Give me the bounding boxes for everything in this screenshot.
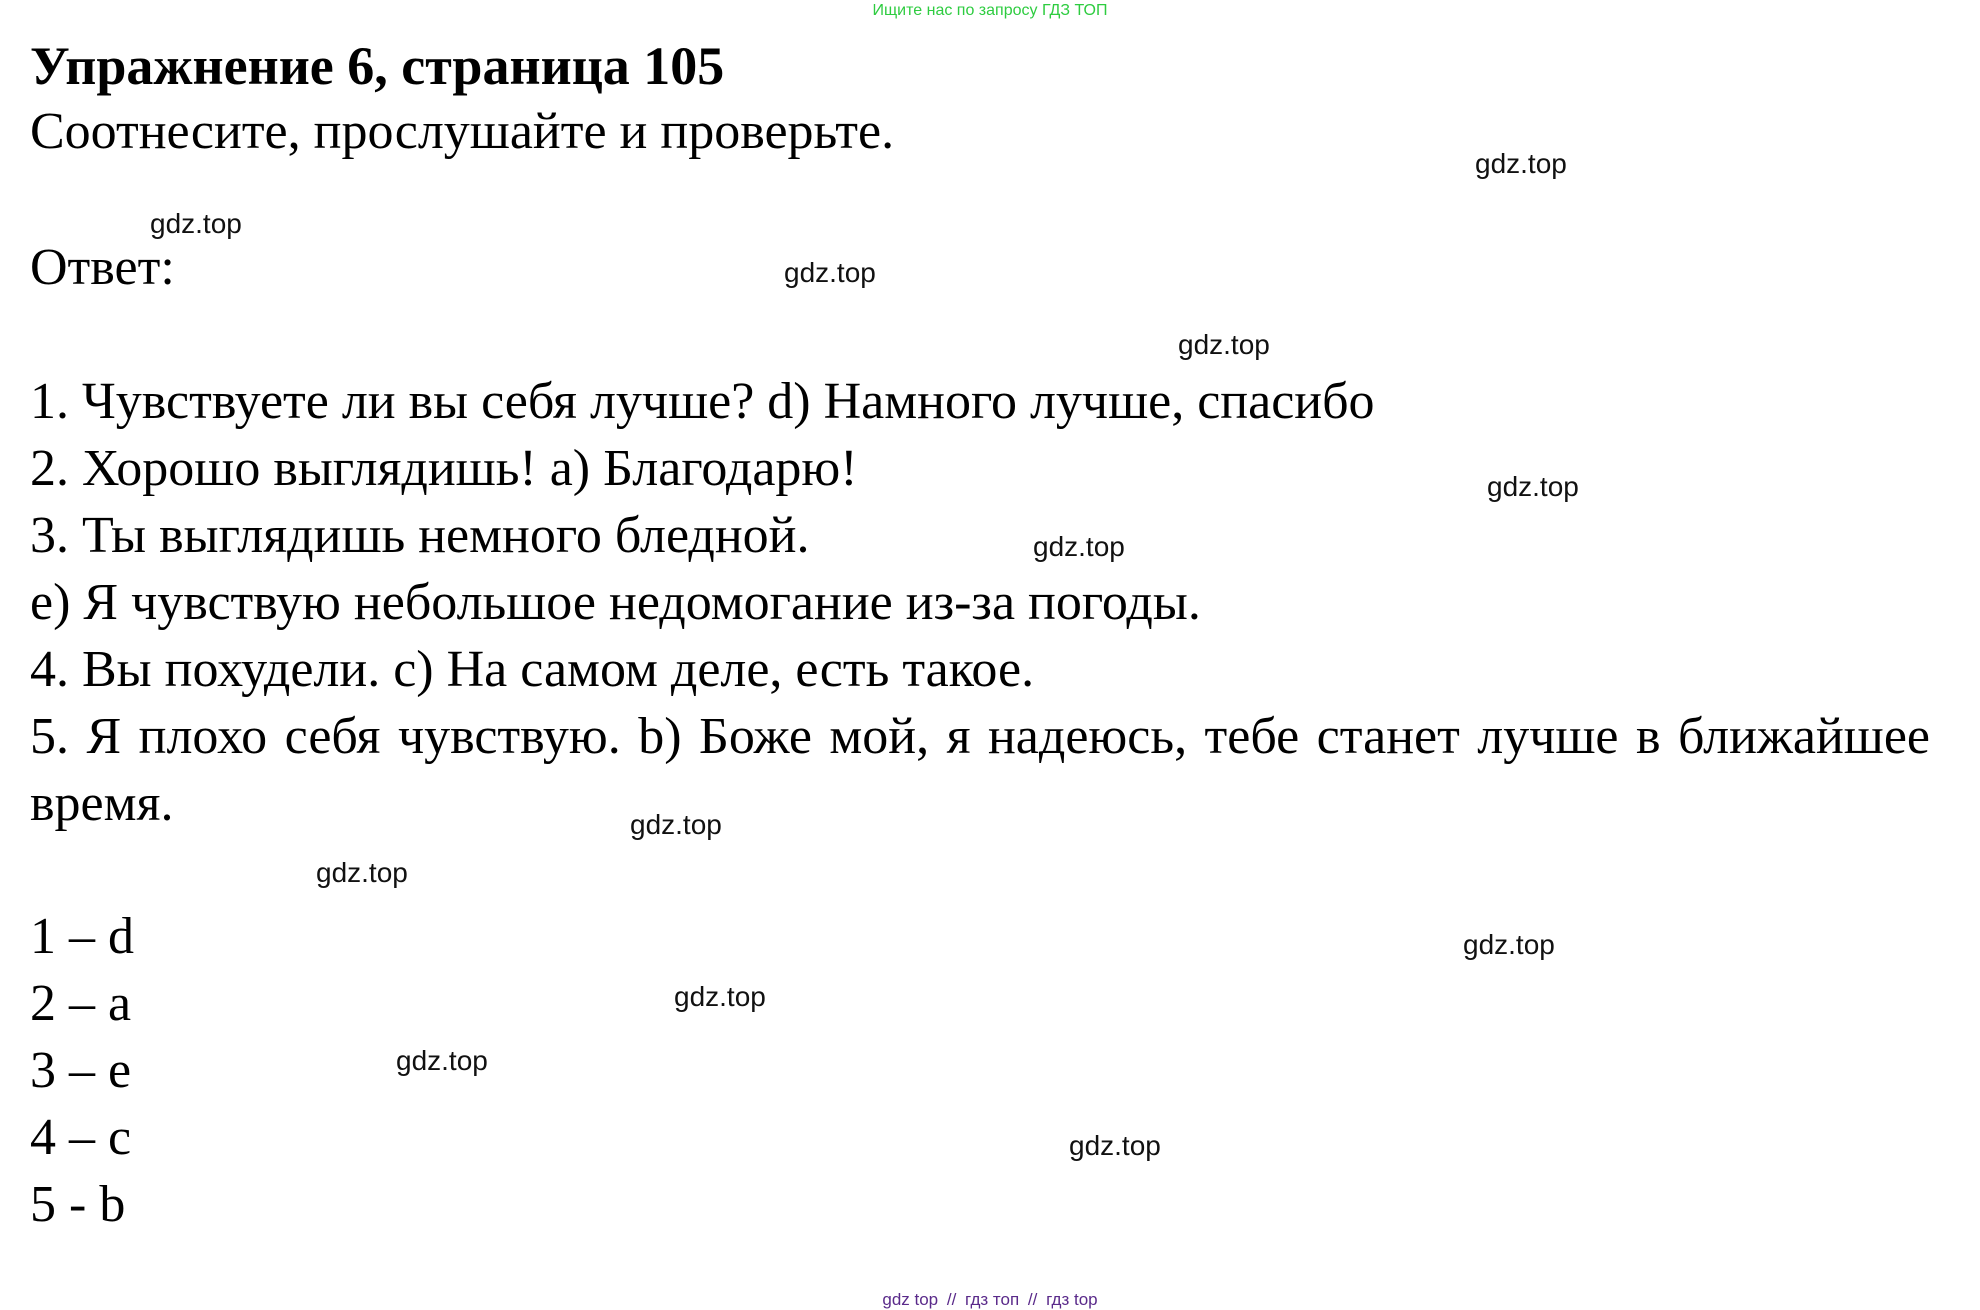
key-item: 4 – c [30,1109,132,1166]
exercise-instruction: Соотнесите, прослушайте и проверьте. [30,103,895,160]
watermark: gdz.top [1033,531,1125,562]
key-item: 5 - b [30,1176,126,1233]
answer-key [30,903,1930,1238]
answer-line: 4. Вы похудели. c) На самом деле, есть такое. [30,641,1035,698]
footer-links [0,1290,1980,1310]
footer-link[interactable]: гдз top [1046,1290,1098,1309]
watermark: gdz.top [1178,329,1270,360]
answer-line: 3. Ты выглядишь немного бледной. [30,507,810,564]
watermark: gdz.top [784,257,876,288]
answer-line: 5. Я плохо себя чувствую. b) Боже мой, я надеюсь, тебе станет лучше в ближайшее время. [30,708,1930,832]
top-banner: Ищите нас по запросу ГДЗ ТОП [872,2,1108,19]
answer-line: 1. Чувствуете ли вы себя лучше? d) Намного лучше, спасибо [30,373,1375,430]
key-item: 3 – e [30,1042,132,1099]
watermark: gdz.top [1487,471,1579,502]
watermark: gdz.top [396,1045,488,1076]
answer-list [30,368,1930,837]
footer-separator: // [1027,1290,1038,1309]
watermark: gdz.top [316,857,408,888]
answer-line: e) Я чувствую небольшое недомогание из-за погоды. [30,574,1201,631]
footer-separator: // [946,1290,957,1309]
footer-link[interactable]: gdz top [882,1290,939,1309]
watermark: gdz.top [150,208,242,239]
answer-line: 2. Хорошо выглядишь! a) Благодарю! [30,440,858,497]
watermark: gdz.top [674,981,766,1012]
watermark: gdz.top [630,809,722,840]
key-item: 2 – a [30,975,132,1032]
watermark: gdz.top [1463,929,1555,960]
key-item: 1 – d [30,908,134,965]
exercise-title: Упражнение 6, страница 105 [30,36,725,96]
answer-label: Ответ: [30,239,175,296]
document-body [30,34,1930,1238]
watermark: gdz.top [1475,148,1567,179]
footer-link[interactable]: гдз топ [965,1290,1020,1309]
watermark: gdz.top [1069,1130,1161,1161]
